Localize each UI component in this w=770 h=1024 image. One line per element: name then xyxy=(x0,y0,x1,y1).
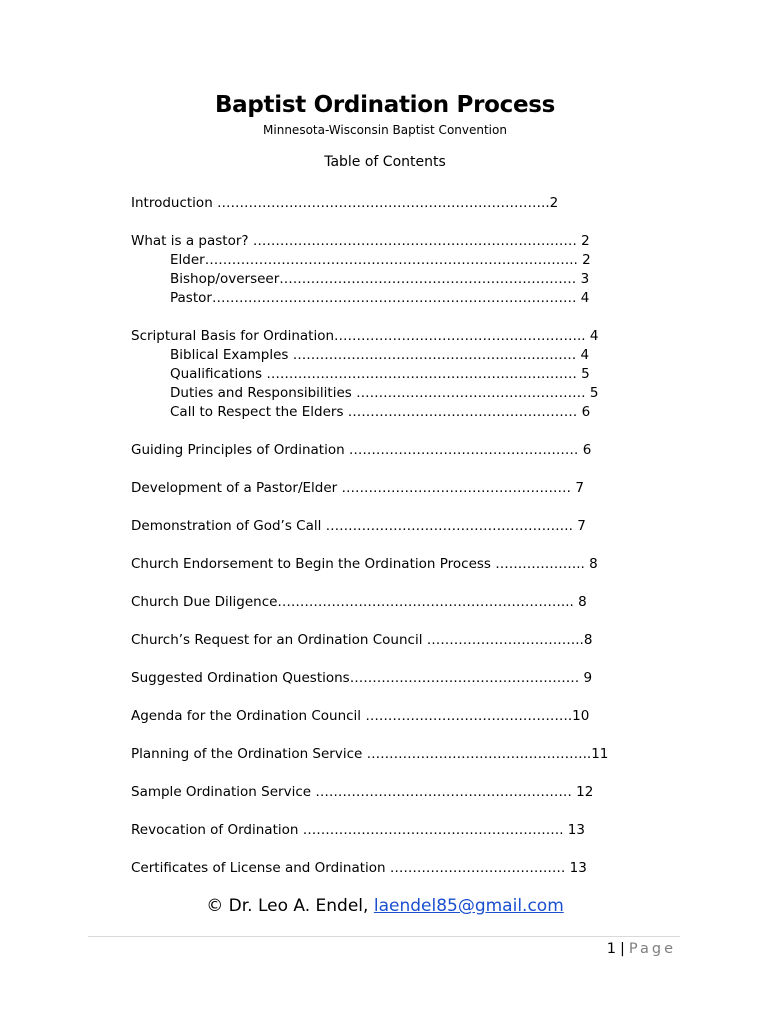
copyright-line xyxy=(0,896,770,916)
toc-entry-church-endorsement: Church Endorsement to Begin the Ordination Process ……………….. 8 xyxy=(131,556,598,572)
toc-entry-church-due-diligence: Church Due Diligence………………………………………………………... 8 xyxy=(131,594,587,610)
email-link[interactable]: laendel85@gmail.com xyxy=(373,896,564,916)
toc-entry-what-is-a-pastor: What is a pastor? ……………………………………………………………… 2 xyxy=(131,233,590,249)
toc-entry-suggested-questions: Suggested Ordination Questions…………………………………………… 9 xyxy=(131,670,593,686)
page-footer xyxy=(607,941,676,957)
copyright-author: © Dr. Leo A. Endel, xyxy=(206,896,374,916)
page-number: 1 xyxy=(606,941,616,957)
toc-entry-biblical-examples: Biblical Examples ……………………………………………………… 4 xyxy=(170,347,590,363)
page-label: Page xyxy=(628,941,676,957)
document-title: Baptist Ordination Process xyxy=(214,92,556,118)
toc-entry-guiding-principles: Guiding Principles of Ordination …………………………………………… 6 xyxy=(131,442,592,458)
toc-entry-qualifications: Qualifications …………………………………………………………… 5 xyxy=(170,366,590,382)
toc-entry-demonstration: Demonstration of God’s Call ………………………………………………. 7 xyxy=(131,518,586,534)
footer-divider xyxy=(88,936,680,937)
toc-entry-bishop-overseer: Bishop/overseer………………………………………………………… 3 xyxy=(170,271,590,287)
toc-entry-introduction: Introduction ………………………………………………………………..2 xyxy=(131,195,559,211)
footer-separator: | xyxy=(620,941,625,957)
toc-entry-duties: Duties and Responsibilities …………………………………………… 5 xyxy=(170,385,599,401)
toc-entry-planning: Planning of the Ordination Service …………………………………………..11 xyxy=(131,746,609,762)
toc-entry-sample-service: Sample Ordination Service ………………………………………………… 12 xyxy=(131,784,594,800)
toc-entry-elder: Elder……………………………………………………………………….. 2 xyxy=(170,252,591,268)
toc-heading: Table of Contents xyxy=(324,154,446,170)
toc-entry-pastor: Pastor……………………………………………………………………… 4 xyxy=(170,290,590,306)
toc-entry-church-request: Church’s Request for an Ordination Council ……………………………..8 xyxy=(131,632,593,648)
toc-entry-scriptural-basis: Scriptural Basis for Ordination……………………………………………….. 4 xyxy=(131,328,599,344)
toc-entry-agenda: Agenda for the Ordination Council ……………………………………….10 xyxy=(131,708,590,724)
document-subtitle: Minnesota-Wisconsin Baptist Convention xyxy=(263,123,507,137)
toc-entry-development: Development of a Pastor/Elder …………………………………………… 7 xyxy=(131,480,584,496)
toc-entry-revocation: Revocation of Ordination …………………………………………………. 13 xyxy=(131,822,585,838)
toc-entry-call-to-respect: Call to Respect the Elders …………………………………………… 6 xyxy=(170,404,591,420)
toc-entry-certificates: Certificates of License and Ordination ………………………………… 13 xyxy=(131,860,587,876)
